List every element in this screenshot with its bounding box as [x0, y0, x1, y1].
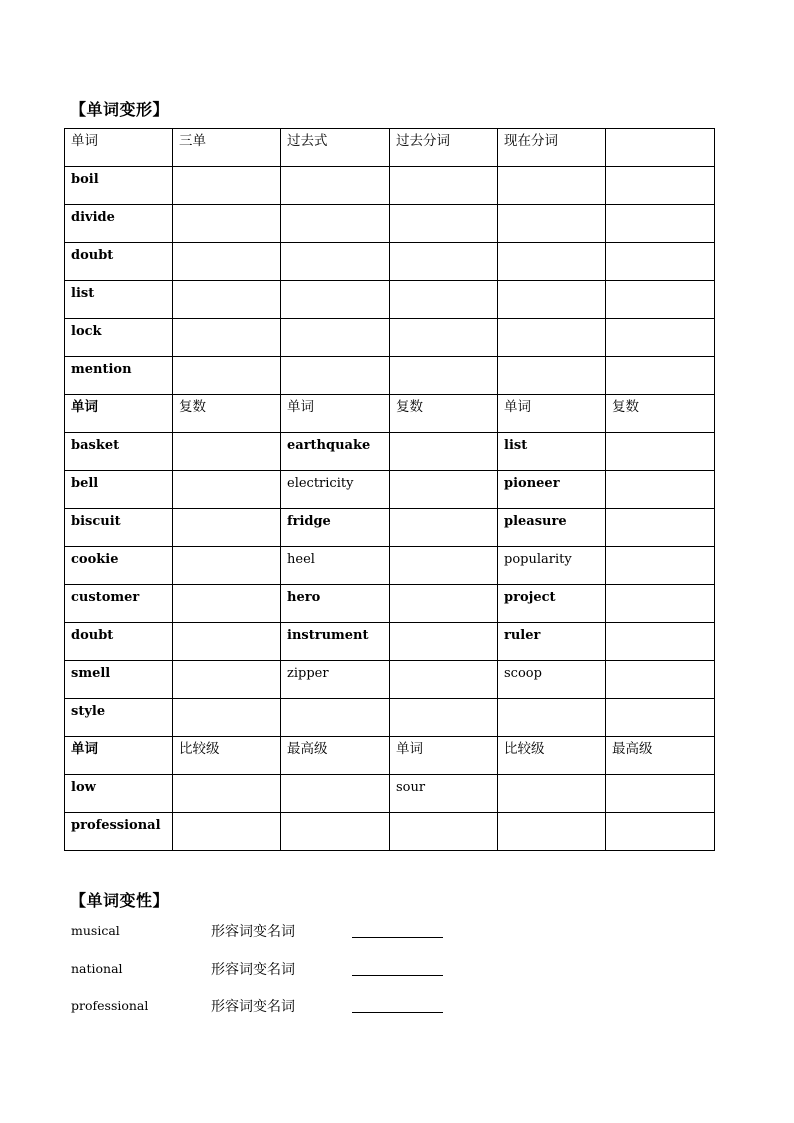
- noun-word-cell: smell: [65, 661, 173, 699]
- header-cell: 复数: [173, 395, 281, 433]
- verb-word-cell: mention: [65, 357, 173, 395]
- table-row: [65, 357, 715, 395]
- table-row: [65, 433, 715, 471]
- conversion-label: 形容词变名词: [211, 999, 295, 1015]
- word-forms-table: [64, 128, 715, 851]
- noun-word-cell: biscuit: [65, 509, 173, 547]
- answer-cell[interactable]: [606, 319, 715, 357]
- verb-word-cell: lock: [65, 319, 173, 357]
- answer-cell[interactable]: [281, 775, 390, 813]
- answer-cell[interactable]: [173, 167, 281, 205]
- table-row: [65, 585, 715, 623]
- answer-cell[interactable]: [390, 433, 498, 471]
- answer-cell[interactable]: [606, 585, 715, 623]
- header-cell: 复数: [390, 395, 498, 433]
- table-row: [65, 281, 715, 319]
- table-row: [65, 243, 715, 281]
- answer-cell[interactable]: [606, 699, 715, 737]
- section-title-word-conversion: 【单词变性】: [70, 891, 170, 910]
- answer-cell[interactable]: [173, 281, 281, 319]
- noun-word-cell: hero: [281, 585, 390, 623]
- verb-word-cell: boil: [65, 167, 173, 205]
- answer-cell[interactable]: [281, 167, 390, 205]
- adjective-word-cell: sour: [390, 775, 498, 813]
- noun-word-cell: bell: [65, 471, 173, 509]
- answer-cell[interactable]: [281, 243, 390, 281]
- answer-cell[interactable]: [606, 281, 715, 319]
- answer-cell[interactable]: [173, 509, 281, 547]
- header-cell: 单词: [498, 395, 606, 433]
- table-row: [65, 547, 715, 585]
- conversion-item: [71, 923, 471, 945]
- table-row: [65, 167, 715, 205]
- conversion-item: [71, 961, 471, 983]
- answer-cell[interactable]: [173, 433, 281, 471]
- answer-cell[interactable]: [390, 623, 498, 661]
- answer-cell[interactable]: [173, 813, 281, 851]
- conversion-word: professional: [71, 998, 149, 1013]
- table-row: [65, 471, 715, 509]
- compare-header-row: [65, 737, 715, 775]
- noun-word-cell: list: [498, 433, 606, 471]
- answer-cell[interactable]: [390, 699, 498, 737]
- answer-cell[interactable]: [173, 623, 281, 661]
- answer-cell[interactable]: [606, 623, 715, 661]
- answer-cell[interactable]: [281, 205, 390, 243]
- noun-word-cell: heel: [281, 547, 390, 585]
- noun-word-cell: pleasure: [498, 509, 606, 547]
- table-row: [65, 699, 715, 737]
- table-row: [65, 661, 715, 699]
- noun-word-cell: cookie: [65, 547, 173, 585]
- noun-word-cell: earthquake: [281, 433, 390, 471]
- answer-cell[interactable]: [606, 205, 715, 243]
- answer-cell[interactable]: [498, 205, 606, 243]
- answer-cell[interactable]: [498, 813, 606, 851]
- answer-cell[interactable]: [281, 281, 390, 319]
- table-row: [65, 509, 715, 547]
- header-cell: [606, 129, 715, 167]
- noun-word-cell: scoop: [498, 661, 606, 699]
- answer-cell[interactable]: [606, 243, 715, 281]
- conversion-label: 形容词变名词: [211, 924, 295, 940]
- answer-cell[interactable]: [173, 699, 281, 737]
- answer-cell[interactable]: [390, 205, 498, 243]
- answer-cell[interactable]: [281, 357, 390, 395]
- noun-word-cell: zipper: [281, 661, 390, 699]
- answer-cell[interactable]: [390, 547, 498, 585]
- verb-header-row: [65, 129, 715, 167]
- answer-cell[interactable]: [390, 509, 498, 547]
- answer-blank[interactable]: [352, 975, 443, 976]
- noun-word-cell: pioneer: [498, 471, 606, 509]
- noun-word-cell: basket: [65, 433, 173, 471]
- header-cell: 三单: [173, 129, 281, 167]
- header-cell: 比较级: [498, 737, 606, 775]
- answer-cell[interactable]: [173, 319, 281, 357]
- answer-cell[interactable]: [173, 585, 281, 623]
- answer-cell[interactable]: [390, 357, 498, 395]
- noun-word-cell: ruler: [498, 623, 606, 661]
- header-cell: 单词: [65, 129, 173, 167]
- answer-cell[interactable]: [606, 547, 715, 585]
- header-cell: 最高级: [606, 737, 715, 775]
- answer-cell[interactable]: [173, 547, 281, 585]
- table-row: [65, 205, 715, 243]
- answer-cell[interactable]: [173, 471, 281, 509]
- adjective-word-cell: low: [65, 775, 173, 813]
- header-cell: 单词: [390, 737, 498, 775]
- header-cell: 过去式: [281, 129, 390, 167]
- table-row: [65, 623, 715, 661]
- answer-cell[interactable]: [498, 243, 606, 281]
- noun-word-cell: customer: [65, 585, 173, 623]
- header-cell: 复数: [606, 395, 715, 433]
- adjective-word-cell: [390, 813, 498, 851]
- section-title-word-forms: 【单词变形】: [70, 100, 170, 119]
- noun-word-cell: [498, 699, 606, 737]
- conversion-label: 形容词变名词: [211, 962, 295, 978]
- verb-word-cell: list: [65, 281, 173, 319]
- answer-cell[interactable]: [173, 357, 281, 395]
- header-cell: 单词: [65, 737, 173, 775]
- answer-cell[interactable]: [606, 661, 715, 699]
- answer-cell[interactable]: [390, 243, 498, 281]
- noun-word-cell: instrument: [281, 623, 390, 661]
- conversion-item: [71, 998, 471, 1020]
- header-cell: 单词: [65, 395, 173, 433]
- answer-cell[interactable]: [173, 661, 281, 699]
- answer-cell[interactable]: [390, 319, 498, 357]
- table-row: [65, 813, 715, 851]
- header-cell: 最高级: [281, 737, 390, 775]
- answer-cell[interactable]: [606, 509, 715, 547]
- answer-cell[interactable]: [173, 243, 281, 281]
- verb-word-cell: doubt: [65, 243, 173, 281]
- answer-cell[interactable]: [390, 585, 498, 623]
- verb-word-cell: divide: [65, 205, 173, 243]
- answer-cell[interactable]: [390, 661, 498, 699]
- answer-cell[interactable]: [390, 167, 498, 205]
- conversion-word: musical: [71, 923, 120, 938]
- answer-cell[interactable]: [281, 813, 390, 851]
- table-row: [65, 319, 715, 357]
- answer-blank[interactable]: [352, 937, 443, 938]
- answer-cell[interactable]: [173, 205, 281, 243]
- answer-cell[interactable]: [606, 471, 715, 509]
- noun-word-cell: project: [498, 585, 606, 623]
- answer-cell[interactable]: [390, 471, 498, 509]
- answer-cell[interactable]: [498, 167, 606, 205]
- noun-word-cell: doubt: [65, 623, 173, 661]
- answer-cell[interactable]: [498, 357, 606, 395]
- answer-cell[interactable]: [498, 775, 606, 813]
- answer-cell[interactable]: [606, 813, 715, 851]
- noun-word-cell: fridge: [281, 509, 390, 547]
- table-row: [65, 775, 715, 813]
- answer-cell[interactable]: [606, 775, 715, 813]
- answer-cell[interactable]: [606, 357, 715, 395]
- answer-cell[interactable]: [498, 281, 606, 319]
- noun-word-cell: electricity: [281, 471, 390, 509]
- header-cell: 单词: [281, 395, 390, 433]
- header-cell: 比较级: [173, 737, 281, 775]
- answer-cell[interactable]: [390, 281, 498, 319]
- noun-word-cell: [281, 699, 390, 737]
- header-cell: 过去分词: [390, 129, 498, 167]
- answer-blank[interactable]: [352, 1012, 443, 1013]
- answer-cell[interactable]: [173, 775, 281, 813]
- noun-word-cell: style: [65, 699, 173, 737]
- adjective-word-cell: professional: [65, 813, 173, 851]
- plural-header-row: [65, 395, 715, 433]
- answer-cell[interactable]: [281, 319, 390, 357]
- answer-cell[interactable]: [606, 167, 715, 205]
- conversion-word: national: [71, 961, 123, 976]
- answer-cell[interactable]: [498, 319, 606, 357]
- noun-word-cell: popularity: [498, 547, 606, 585]
- header-cell: 现在分词: [498, 129, 606, 167]
- answer-cell[interactable]: [606, 433, 715, 471]
